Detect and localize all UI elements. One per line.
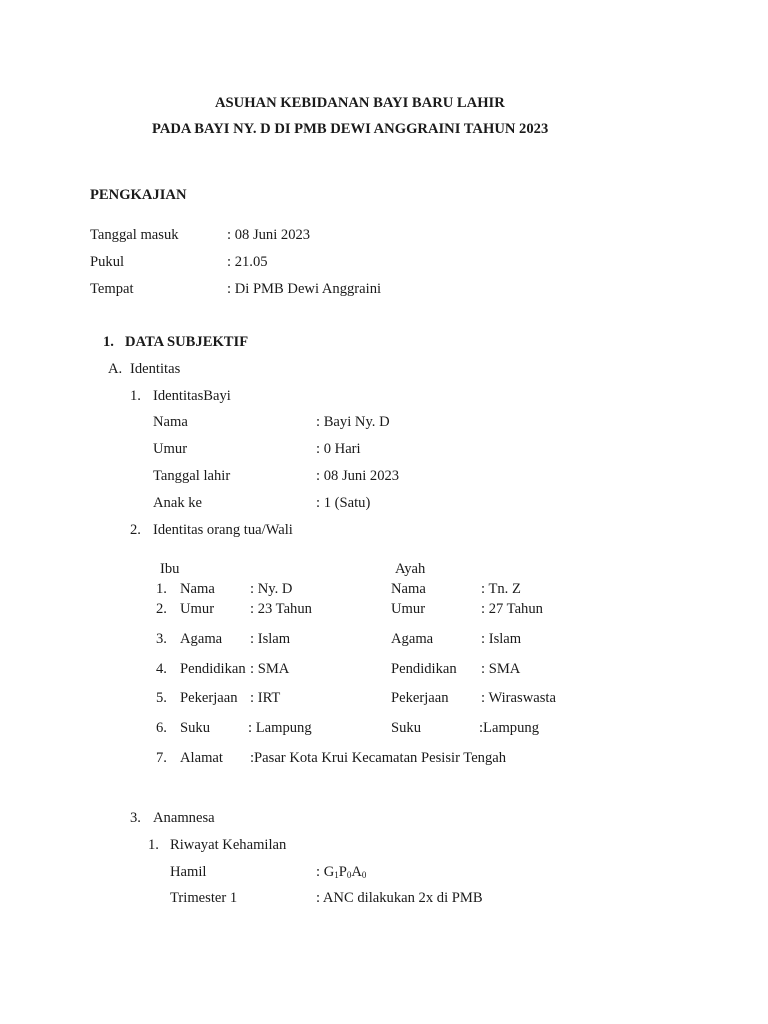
bayi-tanggal-lahir-label: Tanggal lahir [153, 468, 231, 484]
alamat-label: Alamat [180, 750, 223, 766]
ibu-field-label: Pendidikan [180, 661, 246, 677]
ortu-row-number: 2. [156, 601, 167, 617]
ortu-row-number: 4. [156, 661, 167, 677]
ayah-field-label: Umur [391, 601, 426, 617]
tanggal-masuk-value: : 08 Juni 2023 [227, 227, 311, 243]
trimester-value: : ANC dilakukan 2x di PMB [316, 890, 483, 906]
ayah-field-value: : Wiraswasta [481, 690, 556, 706]
identitas-letter: A. [108, 361, 123, 377]
hamil-value: : $G_1P_0A_0$ [316, 864, 367, 880]
identitas-bayi-number: 1. [130, 388, 141, 404]
ibu-field-value: : Ny. D [250, 581, 293, 597]
bayi-umur-value: : 0 Hari [316, 441, 361, 457]
section-number: 1. [103, 334, 114, 350]
pukul-value: : 21.05 [227, 254, 268, 270]
identitas-label: Identitas [130, 361, 181, 377]
ibu-heading: Ibu [160, 561, 180, 577]
ortu-row-number: 6. [156, 720, 167, 736]
identitas-ortu-label: Identitas orang tua/Wali [153, 522, 293, 538]
ayah-field-label: Nama [391, 581, 426, 597]
identitas-ortu-number: 2. [130, 522, 141, 538]
tempat-value: : Di PMB Dewi Anggraini [227, 281, 382, 297]
bayi-nama-value: : Bayi Ny. D [316, 414, 390, 430]
tempat-label: Tempat [90, 281, 134, 297]
ortu-row-number: 3. [156, 631, 167, 647]
riwayat-kehamilan-label: Riwayat Kehamilan [170, 837, 287, 853]
ibu-field-value: : SMA [250, 661, 290, 677]
ibu-field-label: Pekerjaan [180, 690, 238, 706]
ayah-field-value: : Tn. Z [481, 581, 521, 597]
ayah-field-value: : SMA [481, 661, 521, 677]
bayi-anak-ke-value: : 1 (Satu) [316, 495, 371, 511]
ayah-field-label: Pendidikan [391, 661, 457, 677]
ayah-field-label: Suku [391, 720, 422, 736]
anamnesa-label: Anamnesa [153, 810, 215, 826]
ibu-field-label: Suku [180, 720, 211, 736]
ayah-field-value: : Islam [481, 631, 522, 647]
pukul-label: Pukul [90, 254, 125, 270]
title-line-2: PADA BAYI NY. D DI PMB DEWI ANGGRAINI TAHUN 2023 [152, 121, 549, 137]
alamat-value: :Pasar Kota Krui Kecamatan Pesisir Tengah [250, 750, 507, 766]
ortu-row-number: 1. [156, 581, 167, 597]
bayi-anak-ke-label: Anak ke [153, 495, 203, 511]
ayah-field-label: Pekerjaan [391, 690, 449, 706]
ibu-field-value: : Islam [250, 631, 291, 647]
tanggal-masuk-label: Tanggal masuk [90, 227, 179, 243]
ibu-field-label: Umur [180, 601, 215, 617]
ibu-field-value: : 23 Tahun [250, 601, 312, 617]
anamnesa-number: 3. [130, 810, 141, 826]
ayah-field-value: : 27 Tahun [481, 601, 543, 617]
title-line-1: ASUHAN KEBIDANAN BAYI BARU LAHIR [215, 95, 505, 111]
ibu-field-label: Nama [180, 581, 215, 597]
ayah-field-value: :Lampung [479, 720, 539, 736]
data-subjektif-heading: DATA SUBJEKTIF [125, 334, 249, 350]
pengkajian-heading: PENGKAJIAN [90, 187, 187, 203]
hamil-label: Hamil [170, 864, 207, 880]
riwayat-number: 1. [148, 837, 159, 853]
trimester-label: Trimester 1 [170, 890, 238, 906]
bayi-nama-label: Nama [153, 414, 188, 430]
ortu-row-number: 7. [156, 750, 167, 766]
ayah-heading: Ayah [395, 561, 426, 577]
bayi-umur-label: Umur [153, 441, 188, 457]
ibu-field-label: Agama [180, 631, 223, 647]
ibu-field-value: : Lampung [248, 720, 312, 736]
ortu-row-number: 5. [156, 690, 167, 706]
identitas-bayi-label: IdentitasBayi [153, 388, 231, 404]
bayi-tanggal-lahir-value: : 08 Juni 2023 [316, 468, 400, 484]
ayah-field-label: Agama [391, 631, 434, 647]
ibu-field-value: : IRT [250, 690, 281, 706]
